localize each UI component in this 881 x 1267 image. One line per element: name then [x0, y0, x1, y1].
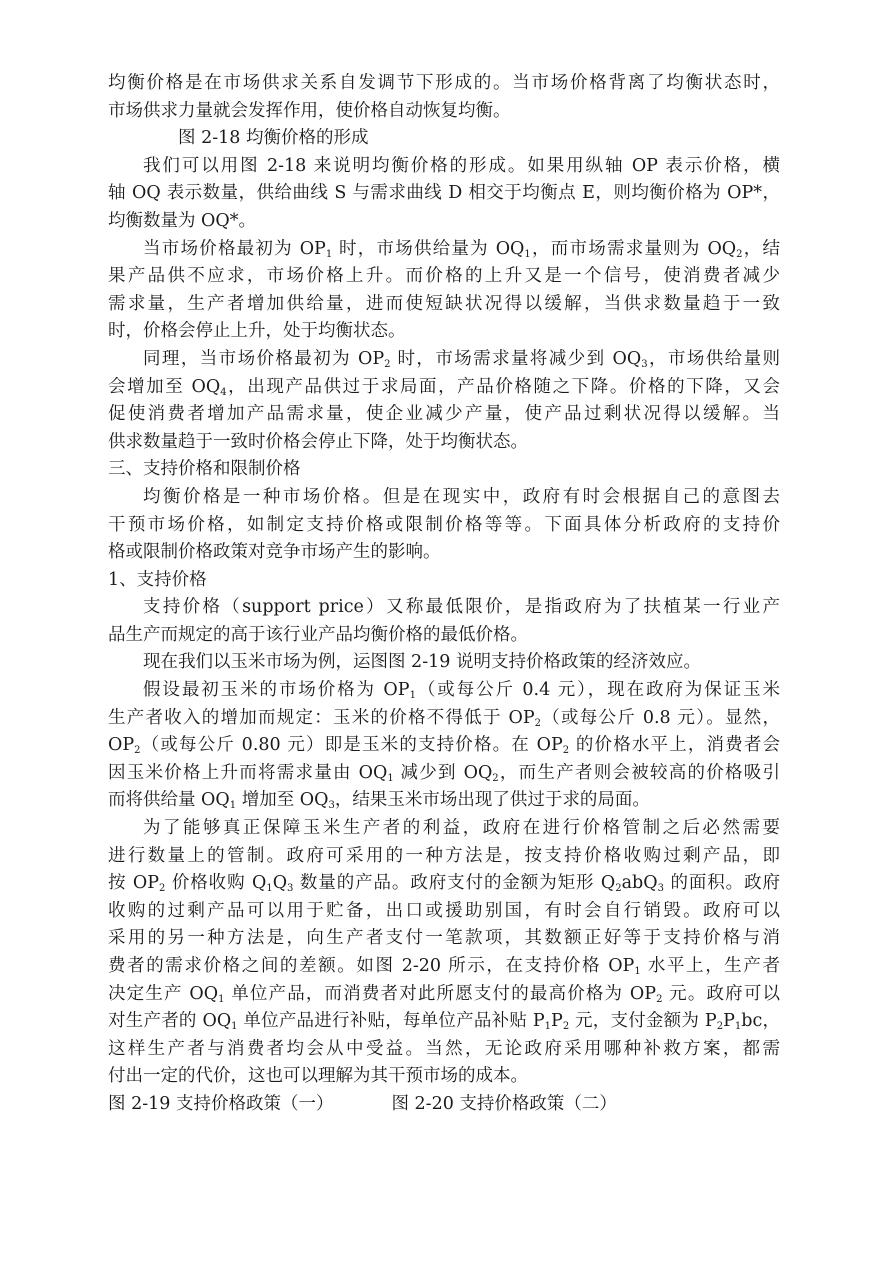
text-line: 果产品供不应求，市场价格上升。而价格的上升又是一个信号，使消费者减少 [108, 266, 780, 287]
paragraph [108, 649, 780, 677]
text-line: 当市场价格最初为 $OP_1$ 时，市场供给量为 $OQ_1$，而市场需求量则为 $OQ_2$，结 [143, 238, 781, 260]
text-line: 付出一定的代价，这也可以理解为其干预市场的成本。 [108, 1066, 528, 1087]
text-line: 促使消费者增加产品需求量，使企业减少产量，使产品过剩状况得以缓解。当 [108, 404, 780, 425]
section-heading: 三、支持价格和限制价格 [108, 459, 301, 480]
text-line: 会增加至 $OQ_4$，出现产品供过于求局面，产品价格随之下降。价格的下降，又会 [108, 376, 780, 398]
text-line: 决定生产 $OQ_1$ 单位产品，而消费者对此所愿支付的最高价格为 $OP_2$ 元。政府可以 [108, 983, 781, 1005]
paragraph [108, 346, 780, 456]
document-page [108, 70, 780, 1119]
text-line: 时，价格会停止上升，处于均衡状态。 [108, 321, 406, 342]
text-line: 需求量，生产者增加供给量，进而使短缺状况得以缓解，当供求数量趋于一致 [108, 293, 780, 314]
text-line: 而将供给量 $OQ_1$ 增加至 $OQ_3$，结果玉米市场出现了供过于求的局面。 [108, 790, 650, 812]
text-line: 假设最初玉米的市场价格为 $OP_1$（或每公斤 0.4 元），现在政府为保证玉米 [143, 680, 780, 702]
paragraph [108, 484, 780, 567]
text-line: 均衡价格是一种市场价格。但是在现实中，政府有时会根据自己的意图去 [143, 486, 780, 507]
text-line: 采用的另一种方法是，向生产者支付一笔款项，其数额正好等于支持价格与消 [108, 928, 780, 949]
text-line: 进行数量上的管制。政府可采用的一种方法是，按支持价格收购过剩产品，即 [108, 845, 780, 866]
text-line: 按 $OP_2$ 价格收购 $Q_1Q_3$ 数量的产品。政府支付的金额为矩形 $Q_2abQ_3$ 的面积。政府 [108, 873, 780, 895]
text-line: 干预市场价格，如制定支持价格或限制价格等等。下面具体分析政府的支持价 [108, 514, 780, 535]
paragraph [108, 236, 780, 346]
text-line: 费者的需求价格之间的差额。如图 2-20 所示，在支持价格 $OP_1$ 水平上，生产者 [108, 956, 781, 977]
subsection-heading: 1、支持价格 [108, 569, 207, 590]
text-line: 对生产者的 $OQ_1$ 单位产品进行补贴，每单位产品补贴 $P_1P_2$ 元，支付金额为 $P_2P_1bc$， [108, 1011, 780, 1033]
text-line: 我们可以用图 2-18 来说明均衡价格的形成。如果用纵轴 OP 表示价格，横 [143, 155, 780, 176]
text-line: 均衡数量为 OQ*。 [108, 210, 257, 231]
text-line: 生产者收入的增加而规定：玉米的价格不得低于 $OP_2$（或每公斤 0.8 元）。显然， [108, 707, 780, 729]
paragraph [108, 153, 780, 236]
paragraph [108, 677, 780, 815]
text-line: 同理，当市场价格最初为 $OP_2$ 时，市场需求量将减少到 $OQ_3$，市场供给量则 [143, 348, 781, 370]
text-line: 供求数量趋于一致时价格会停止下降，处于均衡状态。 [108, 431, 528, 452]
text-line: 因玉米价格上升而将需求量由 $OQ_1$ 减少到 $OQ_2$，而生产者则会被较高的价格吸引 [108, 762, 780, 784]
text-line: 格或限制价格政策对竞争市场产生的影响。 [108, 542, 441, 563]
paragraph [108, 70, 780, 125]
figure-caption-row [108, 1091, 780, 1119]
text-line: 均衡价格是在市场供求关系自发调节下形成的。当市场价格背离了均衡状态时， [108, 73, 780, 93]
paragraph [108, 815, 780, 1091]
text-line: 为了能够真正保障玉米生产者的利益，政府在进行价格管制之后必然需要 [143, 818, 780, 839]
figure-caption-2-18: 图 2-18 均衡价格的形成 [178, 128, 369, 149]
text-line: 收购的过剩产品可以用于贮备，出口或援助别国，有时会自行销毁。政府可以 [108, 900, 780, 921]
figure-caption-2-19: 图 2-19 支持价格政策（一） [108, 1093, 334, 1114]
text-line: 支持价格（support price）又称最低限价，是指政府为了扶植某一行业产 [143, 597, 780, 618]
paragraph [108, 594, 780, 649]
text-line: $OP_2$（或每公斤 0.80 元）即是玉米的支持价格。在 $OP_2$ 的价格水平上，消费者会 [108, 735, 780, 757]
figure-caption-2-20: 图 2-20 支持价格政策（二） [391, 1093, 617, 1114]
text-line: 这样生产者与消费者均会从中受益。当然，无论政府采用哪种补救方案，都需 [108, 1038, 780, 1059]
text-line: 轴 OQ 表示数量，供给曲线 S 与需求曲线 D 相交于均衡点 E，则均衡价格为 OP*， [108, 183, 780, 204]
text-line: 品生产而规定的高于该行业产品均衡价格的最低价格。 [108, 624, 528, 645]
text-line: 市场供求力量就会发挥作用，使价格自动恢复均衡。 [108, 100, 511, 121]
text-line: 现在我们以玉米市场为例，运图图 2-19 说明支持价格政策的经济效应。 [143, 652, 701, 673]
